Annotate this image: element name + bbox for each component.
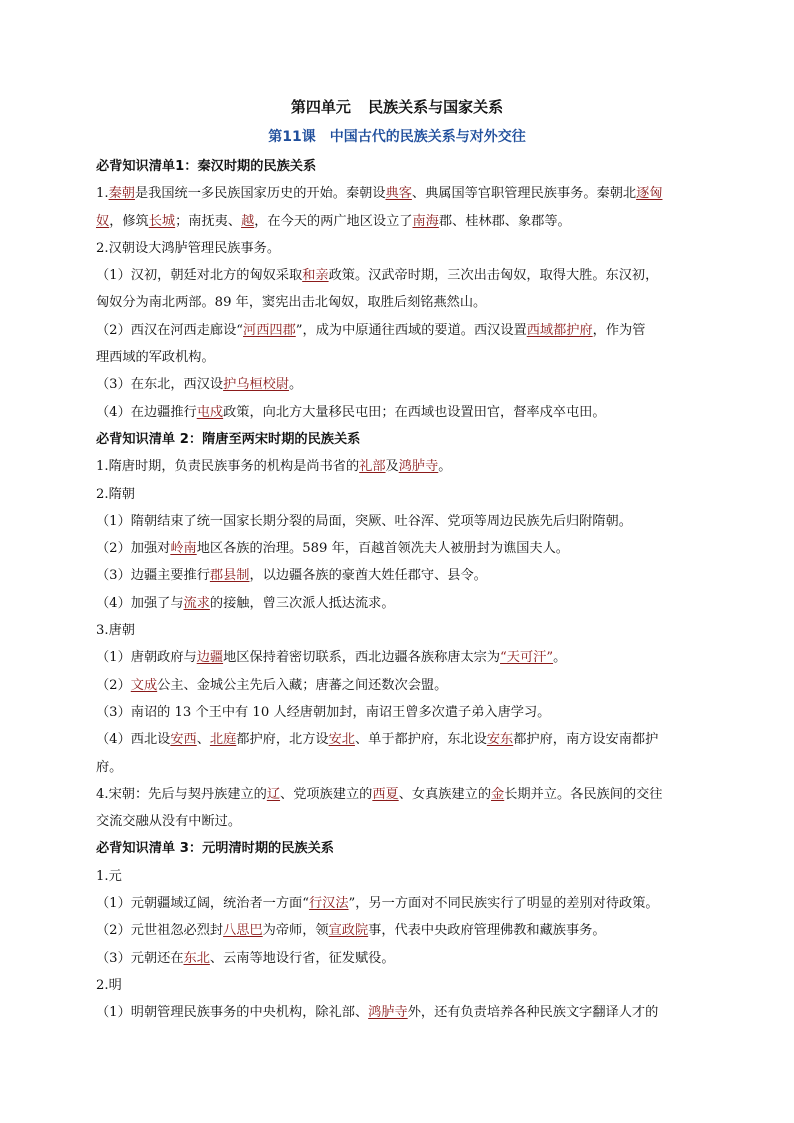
text-line <box>96 890 702 917</box>
text-segment: 、女真族建立的 <box>398 786 492 802</box>
text-segment: 。 <box>553 650 567 666</box>
text-segment: 外，还有负责培养各种民族文字翻译人才的 <box>407 1005 659 1021</box>
text-segment: （3）南诏的 13 个王中有 10 人经唐朝加封，南诏王曾多次遣子弟入唐学习。 <box>96 704 551 720</box>
text-segment: 理西域的军政机构。 <box>96 350 215 366</box>
text-segment: 的接触，曾三次派人抵达流求。 <box>209 595 395 611</box>
text-segment: （1）隋朝结束了统一国家长期分裂的局面，突厥、吐谷浑、党项等周边民族先后归附隋朝。 <box>96 513 632 529</box>
text-line <box>96 617 702 644</box>
text-line <box>96 235 702 262</box>
text-line <box>96 699 702 726</box>
text-line <box>96 644 702 671</box>
text-line <box>96 481 702 508</box>
text-line <box>96 972 702 999</box>
key-term: 边疆 <box>196 650 224 666</box>
text-segment: 2.隋朝 <box>96 486 135 502</box>
text-segment: 必背知识清单 3：元明清时期的民族关系 <box>96 841 334 857</box>
key-term: 西域都护府 <box>526 322 593 338</box>
text-line <box>96 535 702 562</box>
text-segment: （4）加强了与 <box>96 595 184 611</box>
text-line <box>96 344 702 371</box>
text-line <box>96 781 702 808</box>
text-segment: ，作为管 <box>592 322 646 338</box>
text-segment: 、云南等地设行省，征发赋役。 <box>209 950 395 966</box>
text-segment: 政策。汉武帝时期，三次出击匈奴，取得大胜。东汉初， <box>328 268 659 284</box>
text-line <box>96 917 702 944</box>
text-segment: ，以边疆各族的豪酋大姓任郡守、县令。 <box>249 568 487 584</box>
text-segment: 为帝师，领 <box>262 923 329 939</box>
text-line <box>96 590 702 617</box>
text-segment: 交流交融从没有中断过。 <box>96 814 242 830</box>
text-line <box>96 371 702 398</box>
text-line <box>96 999 702 1026</box>
key-term: 岭南 <box>170 541 197 557</box>
text-segment: （3）元朝还在 <box>96 950 184 966</box>
text-line <box>96 672 702 699</box>
text-segment: ；南抚夷、 <box>175 213 242 229</box>
unit-name: 民族关系与国家关系 <box>368 98 504 116</box>
text-segment: 地区各族的治理。589 年，百越首领冼夫人被册封为谯国夫人。 <box>196 541 569 557</box>
key-term: 鸿胪寺 <box>368 1005 408 1021</box>
key-term: 金 <box>491 786 505 802</box>
key-term: 秦朝 <box>108 186 135 202</box>
document-body <box>96 153 702 1027</box>
text-segment: （1）汉初，朝廷对北方的匈奴采取 <box>96 268 303 284</box>
key-term: 河西四郡 <box>243 322 296 338</box>
text-segment: 府。 <box>96 759 123 775</box>
key-term: 安北 <box>328 732 355 748</box>
key-term: 安东 <box>486 732 514 748</box>
text-segment: 2.汉朝设大鸿胪管理民族事务。 <box>96 240 281 256</box>
text-segment: （2）西汉在河西走廊设“ <box>96 322 244 338</box>
section-heading <box>96 426 702 453</box>
key-term: 郡县制 <box>209 568 250 584</box>
text-line <box>96 208 702 235</box>
text-segment: 1.元 <box>96 868 122 884</box>
text-segment: 事，代表中央政府管理佛教和藏族事务。 <box>368 923 606 939</box>
text-line <box>96 562 702 589</box>
text-segment: 及 <box>385 459 399 475</box>
text-segment: 。 <box>289 377 303 393</box>
key-term: 逐匈 <box>636 186 663 202</box>
text-line <box>96 317 702 344</box>
text-segment: （3）在东北，西汉设 <box>96 377 224 393</box>
key-term: 典客 <box>385 186 412 202</box>
text-segment: 1. <box>96 186 109 202</box>
key-term: 行汉法 <box>308 896 349 912</box>
text-segment: 公主、金城公主先后入藏；唐蕃之间还数次会盟。 <box>157 677 448 693</box>
text-segment: 政策，向北方大量移民屯田；在西域也设置田官，督率戍卒屯田。 <box>223 404 606 420</box>
text-segment: （2） <box>96 677 131 693</box>
text-segment: （4）西北设 <box>96 732 171 748</box>
key-term: 西夏 <box>372 786 399 802</box>
text-segment: 必背知识清单 2：隋唐至两宋时期的民族关系 <box>96 431 361 447</box>
text-segment: 3.唐朝 <box>96 623 135 639</box>
text-segment: 、单于都护府，东北设 <box>354 732 487 748</box>
text-segment: 匈奴分为南北两部。89 年，窦宪出击北匈奴，取胜后刻铭燕然山。 <box>96 295 487 311</box>
lesson-title: 第11课 中国古代的民族关系与对外交往 <box>268 129 526 145</box>
text-segment: （2）元世祖忽必烈封 <box>96 923 224 939</box>
key-term: 鸿胪寺 <box>398 459 439 475</box>
text-segment: 都护府，北方设 <box>236 732 329 748</box>
text-segment: 、党项族建立的 <box>280 786 373 802</box>
text-segment: 都护府，南方设安南都护 <box>513 732 659 748</box>
key-term: 奴 <box>96 213 110 229</box>
text-segment: （1）元朝疆域辽阔，统治者一方面“ <box>96 896 309 912</box>
text-segment: ”，成为中原通往西域的要道。西汉设置 <box>295 322 527 338</box>
text-line <box>96 453 702 480</box>
unit-title <box>0 96 794 117</box>
text-line <box>96 262 702 289</box>
text-segment: 2.明 <box>96 977 122 993</box>
key-term: 宣政院 <box>328 923 369 939</box>
key-term: 长城 <box>148 213 176 229</box>
key-term: 越 <box>241 213 255 229</box>
text-segment: 是我国统一多民族国家历史的开始。秦朝设 <box>134 186 386 202</box>
key-term: 护乌桓校尉 <box>223 377 290 393</box>
text-segment: 1.隋唐时期，负责民族事务的机构是尚书省的 <box>96 459 360 475</box>
text-segment: （2）加强对 <box>96 541 171 557</box>
key-term: 和亲 <box>302 268 329 284</box>
key-term: 屯戍 <box>196 404 224 420</box>
key-term: 文成 <box>130 677 158 693</box>
text-segment: ”，另一方面对不同民族实行了明显的差别对待政策。 <box>348 896 659 912</box>
text-line <box>96 945 702 972</box>
text-segment: 长期并立。各民族间的交往 <box>504 786 663 802</box>
key-term: 北庭 <box>209 732 237 748</box>
text-line <box>96 180 702 207</box>
key-term: 安西 <box>170 732 197 748</box>
text-segment: 郡、桂林郡、象郡等。 <box>438 213 571 229</box>
text-segment: （3）边疆主要推行 <box>96 568 210 584</box>
text-line <box>96 808 702 835</box>
text-line <box>96 508 702 535</box>
key-term: 东北 <box>183 950 210 966</box>
key-term: 南海 <box>412 213 439 229</box>
unit-number: 第四单元 <box>290 98 351 116</box>
text-line <box>96 289 702 316</box>
text-segment: （1）唐朝政府与 <box>96 650 197 666</box>
text-segment: 4.宋朝：先后与契丹族建立的 <box>96 786 267 802</box>
key-term: 流求 <box>183 595 210 611</box>
key-term: “天可汗” <box>500 650 554 666</box>
section-heading <box>96 153 702 180</box>
key-term: 礼部 <box>359 459 386 475</box>
text-segment: ，在今天的两广地区设立了 <box>254 213 413 229</box>
text-line <box>96 863 702 890</box>
key-term: 八思巴 <box>223 923 263 939</box>
text-segment: 、 <box>196 732 210 748</box>
text-segment: 。 <box>438 459 452 475</box>
text-line <box>96 726 702 753</box>
text-line <box>96 754 702 781</box>
text-segment: 、典属国等官职管理民族事务。秦朝北 <box>411 186 637 202</box>
text-line <box>96 399 702 426</box>
text-segment: 地区保持着密切联系，西北边疆各族称唐太宗为 <box>223 650 501 666</box>
key-term: 辽 <box>266 786 281 802</box>
text-segment: （4）在边疆推行 <box>96 404 197 420</box>
text-segment: （1）明朝管理民族事务的中央机构，除礼部、 <box>96 1005 369 1021</box>
text-segment: ，修筑 <box>109 213 149 229</box>
section-heading <box>96 835 702 862</box>
text-segment: 必背知识清单1：秦汉时期的民族关系 <box>96 159 317 174</box>
